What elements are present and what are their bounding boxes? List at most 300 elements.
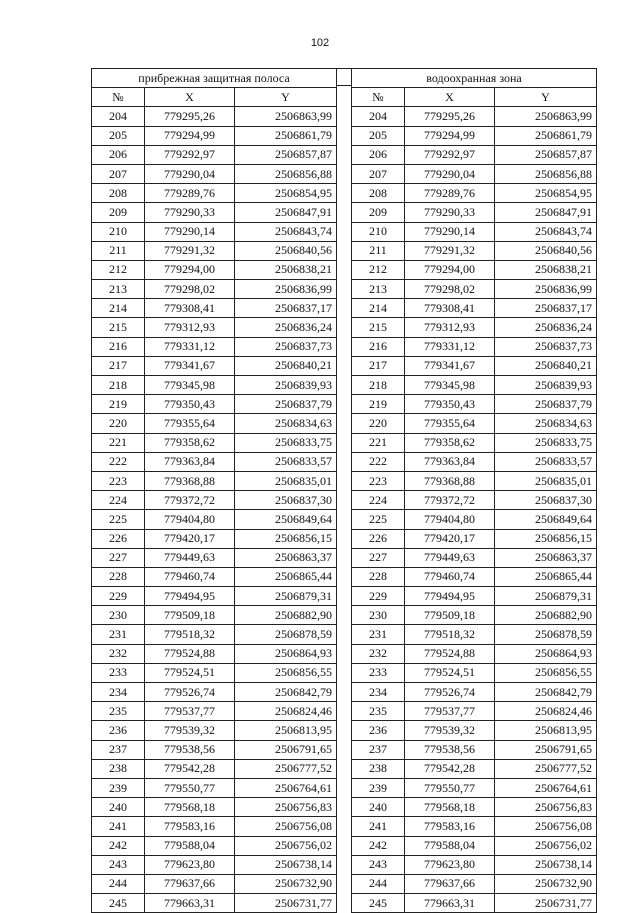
point-number: 233 bbox=[352, 663, 405, 682]
coordinate-x: 779363,84 bbox=[145, 452, 235, 471]
point-number: 223 bbox=[92, 471, 145, 490]
table-row bbox=[92, 471, 337, 490]
coordinate-y: 2506756,08 bbox=[495, 817, 597, 836]
coordinate-y: 2506842,79 bbox=[495, 683, 597, 702]
table-row bbox=[352, 452, 597, 471]
coordinate-x: 779331,12 bbox=[405, 337, 495, 356]
point-number: 242 bbox=[352, 836, 405, 855]
coordinate-y: 2506863,37 bbox=[495, 548, 597, 567]
table-row bbox=[92, 318, 337, 337]
coordinate-x: 779308,41 bbox=[405, 299, 495, 318]
point-number: 240 bbox=[352, 798, 405, 817]
coordinate-y: 2506837,79 bbox=[495, 395, 597, 414]
coordinate-x: 779460,74 bbox=[405, 567, 495, 586]
column-header-y: Y bbox=[495, 88, 597, 107]
coordinate-x: 779358,62 bbox=[405, 433, 495, 452]
coordinate-x: 779368,88 bbox=[405, 471, 495, 490]
coordinate-y: 2506839,93 bbox=[235, 376, 337, 395]
table-row bbox=[352, 644, 597, 663]
coordinate-y: 2506837,73 bbox=[235, 337, 337, 356]
coordinate-x: 779637,66 bbox=[145, 874, 235, 893]
coordinate-x: 779518,32 bbox=[405, 625, 495, 644]
coordinate-y: 2506837,17 bbox=[495, 299, 597, 318]
table-row bbox=[352, 337, 597, 356]
table-row bbox=[92, 778, 337, 797]
table-row bbox=[92, 452, 337, 471]
point-number: 231 bbox=[92, 625, 145, 644]
table-row bbox=[92, 721, 337, 740]
coordinate-y: 2506756,83 bbox=[495, 798, 597, 817]
coordinate-y: 2506839,93 bbox=[495, 376, 597, 395]
table-row bbox=[352, 548, 597, 567]
coordinate-x: 779538,56 bbox=[405, 740, 495, 759]
table-row bbox=[92, 299, 337, 318]
point-number: 205 bbox=[352, 126, 405, 145]
table-row bbox=[92, 683, 337, 702]
point-number: 233 bbox=[92, 663, 145, 682]
coordinate-y: 2506861,79 bbox=[495, 126, 597, 145]
coordinate-x: 779372,72 bbox=[405, 491, 495, 510]
table-row bbox=[92, 567, 337, 586]
coordinate-x: 779583,16 bbox=[405, 817, 495, 836]
table-row bbox=[92, 625, 337, 644]
point-number: 208 bbox=[352, 184, 405, 203]
table-row bbox=[352, 625, 597, 644]
table-row bbox=[352, 318, 597, 337]
table-row bbox=[352, 721, 597, 740]
point-number: 222 bbox=[92, 452, 145, 471]
table-row bbox=[352, 587, 597, 606]
water-protection-zone-table bbox=[351, 68, 597, 913]
coordinate-y: 2506777,52 bbox=[495, 759, 597, 778]
point-number: 236 bbox=[92, 721, 145, 740]
table-row bbox=[352, 376, 597, 395]
coordinate-y: 2506865,44 bbox=[235, 567, 337, 586]
point-number: 243 bbox=[92, 855, 145, 874]
point-number: 231 bbox=[352, 625, 405, 644]
table-row bbox=[92, 491, 337, 510]
coordinate-y: 2506824,46 bbox=[235, 702, 337, 721]
coordinate-x: 779350,43 bbox=[145, 395, 235, 414]
table-row bbox=[352, 874, 597, 893]
coordinate-y: 2506835,01 bbox=[495, 471, 597, 490]
point-number: 220 bbox=[92, 414, 145, 433]
coordinate-x: 779290,04 bbox=[405, 164, 495, 183]
table-row bbox=[352, 491, 597, 510]
coordinate-x: 779509,18 bbox=[405, 606, 495, 625]
table-row bbox=[352, 280, 597, 299]
coordinate-x: 779537,77 bbox=[145, 702, 235, 721]
coordinate-y: 2506837,30 bbox=[235, 491, 337, 510]
table-row bbox=[352, 606, 597, 625]
column-header-y: Y bbox=[235, 88, 337, 107]
coordinate-y: 2506731,77 bbox=[235, 894, 337, 913]
coordinate-y: 2506847,91 bbox=[495, 203, 597, 222]
table-row bbox=[92, 337, 337, 356]
coordinate-y: 2506836,24 bbox=[235, 318, 337, 337]
coordinate-y: 2506833,57 bbox=[235, 452, 337, 471]
coordinate-x: 779331,12 bbox=[145, 337, 235, 356]
table-row bbox=[92, 798, 337, 817]
table-row bbox=[352, 529, 597, 548]
point-number: 214 bbox=[92, 299, 145, 318]
coordinate-y: 2506836,24 bbox=[495, 318, 597, 337]
coordinate-y: 2506882,90 bbox=[235, 606, 337, 625]
coordinate-y: 2506843,74 bbox=[495, 222, 597, 241]
table-row bbox=[92, 702, 337, 721]
point-number: 238 bbox=[92, 759, 145, 778]
point-number: 222 bbox=[352, 452, 405, 471]
coordinate-x: 779290,14 bbox=[145, 222, 235, 241]
point-number: 239 bbox=[92, 778, 145, 797]
coordinate-x: 779588,04 bbox=[405, 836, 495, 855]
point-number: 218 bbox=[352, 376, 405, 395]
table-row bbox=[352, 567, 597, 586]
coordinate-x: 779350,43 bbox=[405, 395, 495, 414]
coordinate-x: 779509,18 bbox=[145, 606, 235, 625]
table-body bbox=[92, 107, 337, 913]
coordinate-x: 779341,67 bbox=[145, 356, 235, 375]
coordinate-x: 779542,28 bbox=[405, 759, 495, 778]
coordinate-y: 2506837,17 bbox=[235, 299, 337, 318]
point-number: 235 bbox=[92, 702, 145, 721]
coordinate-x: 779294,00 bbox=[145, 260, 235, 279]
coordinate-y: 2506764,61 bbox=[495, 778, 597, 797]
coordinate-x: 779345,98 bbox=[405, 376, 495, 395]
point-number: 245 bbox=[92, 894, 145, 913]
coordinate-x: 779494,95 bbox=[145, 587, 235, 606]
coordinate-x: 779298,02 bbox=[405, 280, 495, 299]
coordinate-x: 779623,80 bbox=[405, 855, 495, 874]
coordinate-y: 2506756,83 bbox=[235, 798, 337, 817]
coordinate-y: 2506843,74 bbox=[235, 222, 337, 241]
table-row bbox=[352, 184, 597, 203]
point-number: 221 bbox=[92, 433, 145, 452]
table-row bbox=[92, 376, 337, 395]
coordinate-y: 2506879,31 bbox=[495, 587, 597, 606]
point-number: 228 bbox=[92, 567, 145, 586]
point-number: 207 bbox=[352, 164, 405, 183]
table-row bbox=[352, 894, 597, 913]
table-row bbox=[92, 510, 337, 529]
column-header-number: № bbox=[92, 88, 145, 107]
point-number: 217 bbox=[352, 356, 405, 375]
coordinate-x: 779539,32 bbox=[145, 721, 235, 740]
point-number: 217 bbox=[92, 356, 145, 375]
point-number: 204 bbox=[92, 107, 145, 126]
coordinate-x: 779539,32 bbox=[405, 721, 495, 740]
table-row bbox=[352, 241, 597, 260]
coordinate-y: 2506738,14 bbox=[495, 855, 597, 874]
point-number: 219 bbox=[92, 395, 145, 414]
coordinate-x: 779460,74 bbox=[145, 567, 235, 586]
table-row bbox=[92, 817, 337, 836]
table-row bbox=[92, 529, 337, 548]
coordinate-x: 779524,51 bbox=[145, 663, 235, 682]
point-number: 226 bbox=[92, 529, 145, 548]
table-row bbox=[92, 414, 337, 433]
point-number: 234 bbox=[352, 683, 405, 702]
table-row bbox=[352, 299, 597, 318]
coordinate-y: 2506837,30 bbox=[495, 491, 597, 510]
coordinate-x: 779550,77 bbox=[405, 778, 495, 797]
coordinate-x: 779290,33 bbox=[405, 203, 495, 222]
point-number: 220 bbox=[352, 414, 405, 433]
table-row bbox=[352, 702, 597, 721]
table-row bbox=[92, 894, 337, 913]
coordinate-x: 779663,31 bbox=[145, 894, 235, 913]
table-row bbox=[92, 107, 337, 126]
coordinate-y: 2506863,37 bbox=[235, 548, 337, 567]
table-row bbox=[92, 280, 337, 299]
table-row bbox=[352, 126, 597, 145]
table-row bbox=[352, 164, 597, 183]
column-header-x: X bbox=[405, 88, 495, 107]
table-row bbox=[352, 145, 597, 164]
coordinate-y: 2506838,21 bbox=[495, 260, 597, 279]
point-number: 206 bbox=[92, 145, 145, 164]
table-row bbox=[352, 107, 597, 126]
point-number: 228 bbox=[352, 567, 405, 586]
coordinate-y: 2506849,64 bbox=[495, 510, 597, 529]
point-number: 229 bbox=[92, 587, 145, 606]
coordinate-x: 779524,88 bbox=[405, 644, 495, 663]
point-number: 219 bbox=[352, 395, 405, 414]
table-row bbox=[352, 395, 597, 414]
coordinate-y: 2506854,95 bbox=[495, 184, 597, 203]
table-row bbox=[352, 683, 597, 702]
coordinate-x: 779290,04 bbox=[145, 164, 235, 183]
coordinate-y: 2506835,01 bbox=[235, 471, 337, 490]
coordinate-y: 2506864,93 bbox=[495, 644, 597, 663]
table-row bbox=[352, 510, 597, 529]
table-row bbox=[92, 855, 337, 874]
coordinate-x: 779420,17 bbox=[405, 529, 495, 548]
coordinate-y: 2506764,61 bbox=[235, 778, 337, 797]
coordinate-y: 2506861,79 bbox=[235, 126, 337, 145]
point-number: 242 bbox=[92, 836, 145, 855]
table-row bbox=[92, 222, 337, 241]
table-row bbox=[352, 471, 597, 490]
point-number: 230 bbox=[92, 606, 145, 625]
coordinate-x: 779308,41 bbox=[145, 299, 235, 318]
point-number: 224 bbox=[352, 491, 405, 510]
coastal-protective-strip-table bbox=[91, 68, 337, 913]
coordinate-x: 779289,76 bbox=[145, 184, 235, 203]
coordinate-y: 2506840,56 bbox=[235, 241, 337, 260]
coordinate-y: 2506813,95 bbox=[495, 721, 597, 740]
coordinate-x: 779372,72 bbox=[145, 491, 235, 510]
table-row bbox=[92, 644, 337, 663]
coordinate-x: 779518,32 bbox=[145, 625, 235, 644]
coordinate-x: 779588,04 bbox=[145, 836, 235, 855]
coordinate-y: 2506882,90 bbox=[495, 606, 597, 625]
point-number: 244 bbox=[352, 874, 405, 893]
table-row bbox=[352, 798, 597, 817]
coordinate-x: 779312,93 bbox=[405, 318, 495, 337]
point-number: 216 bbox=[352, 337, 405, 356]
coordinate-x: 779663,31 bbox=[405, 894, 495, 913]
table-row bbox=[352, 855, 597, 874]
coordinate-y: 2506731,77 bbox=[495, 894, 597, 913]
point-number: 209 bbox=[92, 203, 145, 222]
coordinate-x: 779312,93 bbox=[145, 318, 235, 337]
table-row bbox=[92, 203, 337, 222]
coordinate-y: 2506837,73 bbox=[495, 337, 597, 356]
coordinate-y: 2506856,55 bbox=[235, 663, 337, 682]
table-row bbox=[352, 740, 597, 759]
coordinate-x: 779449,63 bbox=[145, 548, 235, 567]
point-number: 237 bbox=[92, 740, 145, 759]
coordinate-x: 779524,51 bbox=[405, 663, 495, 682]
point-number: 238 bbox=[352, 759, 405, 778]
coordinate-x: 779526,74 bbox=[145, 683, 235, 702]
point-number: 234 bbox=[92, 683, 145, 702]
point-number: 225 bbox=[92, 510, 145, 529]
coordinate-y: 2506856,55 bbox=[495, 663, 597, 682]
point-number: 241 bbox=[92, 817, 145, 836]
point-number: 225 bbox=[352, 510, 405, 529]
coordinate-y: 2506854,95 bbox=[235, 184, 337, 203]
point-number: 223 bbox=[352, 471, 405, 490]
table-row bbox=[92, 164, 337, 183]
coordinate-y: 2506738,14 bbox=[235, 855, 337, 874]
coordinate-x: 779404,80 bbox=[405, 510, 495, 529]
coordinate-x: 779368,88 bbox=[145, 471, 235, 490]
coordinate-y: 2506878,59 bbox=[495, 625, 597, 644]
coordinate-x: 779404,80 bbox=[145, 510, 235, 529]
coordinate-x: 779294,00 bbox=[405, 260, 495, 279]
coordinate-x: 779295,26 bbox=[405, 107, 495, 126]
coordinate-x: 779291,32 bbox=[145, 241, 235, 260]
table-separator bbox=[336, 68, 351, 86]
point-number: 215 bbox=[92, 318, 145, 337]
table-row bbox=[92, 548, 337, 567]
point-number: 229 bbox=[352, 587, 405, 606]
coordinate-y: 2506863,99 bbox=[495, 107, 597, 126]
coordinate-x: 779494,95 bbox=[405, 587, 495, 606]
coordinate-y: 2506836,99 bbox=[495, 280, 597, 299]
coordinate-y: 2506756,02 bbox=[235, 836, 337, 855]
coordinate-y: 2506833,57 bbox=[495, 452, 597, 471]
table-row bbox=[92, 126, 337, 145]
point-number: 240 bbox=[92, 798, 145, 817]
table-row bbox=[92, 241, 337, 260]
coordinate-y: 2506879,31 bbox=[235, 587, 337, 606]
point-number: 204 bbox=[352, 107, 405, 126]
point-number: 209 bbox=[352, 203, 405, 222]
coordinate-y: 2506856,88 bbox=[495, 164, 597, 183]
column-header-x: X bbox=[145, 88, 235, 107]
table-row bbox=[92, 606, 337, 625]
table-row bbox=[352, 433, 597, 452]
coordinate-y: 2506732,90 bbox=[495, 874, 597, 893]
coordinate-x: 779449,63 bbox=[405, 548, 495, 567]
table-row bbox=[92, 759, 337, 778]
coordinate-y: 2506840,21 bbox=[495, 356, 597, 375]
coordinate-y: 2506777,52 bbox=[235, 759, 337, 778]
coordinate-x: 779292,97 bbox=[405, 145, 495, 164]
coordinate-x: 779524,88 bbox=[145, 644, 235, 663]
coordinate-y: 2506878,59 bbox=[235, 625, 337, 644]
coordinate-x: 779526,74 bbox=[405, 683, 495, 702]
coordinate-y: 2506865,44 bbox=[495, 567, 597, 586]
coordinate-x: 779292,97 bbox=[145, 145, 235, 164]
point-number: 213 bbox=[92, 280, 145, 299]
point-number: 227 bbox=[92, 548, 145, 567]
point-number: 224 bbox=[92, 491, 145, 510]
table-row bbox=[92, 145, 337, 164]
table-row bbox=[352, 663, 597, 682]
point-number: 237 bbox=[352, 740, 405, 759]
point-number: 239 bbox=[352, 778, 405, 797]
point-number: 235 bbox=[352, 702, 405, 721]
coordinate-x: 779568,18 bbox=[145, 798, 235, 817]
coordinate-y: 2506864,93 bbox=[235, 644, 337, 663]
table-row bbox=[352, 759, 597, 778]
point-number: 212 bbox=[92, 260, 145, 279]
coordinate-y: 2506837,79 bbox=[235, 395, 337, 414]
point-number: 214 bbox=[352, 299, 405, 318]
table-caption: водоохранная зона bbox=[352, 69, 597, 88]
table-row bbox=[92, 433, 337, 452]
coordinate-y: 2506813,95 bbox=[235, 721, 337, 740]
coordinate-x: 779289,76 bbox=[405, 184, 495, 203]
table-row bbox=[352, 356, 597, 375]
coordinate-y: 2506863,99 bbox=[235, 107, 337, 126]
point-number: 210 bbox=[352, 222, 405, 241]
table-row bbox=[92, 356, 337, 375]
coordinate-x: 779568,18 bbox=[405, 798, 495, 817]
point-number: 221 bbox=[352, 433, 405, 452]
page-number: 102 bbox=[310, 37, 330, 49]
column-header-number: № bbox=[352, 88, 405, 107]
point-number: 230 bbox=[352, 606, 405, 625]
point-number: 232 bbox=[352, 644, 405, 663]
coordinate-x: 779355,64 bbox=[145, 414, 235, 433]
coordinate-x: 779294,99 bbox=[405, 126, 495, 145]
coordinate-y: 2506857,87 bbox=[235, 145, 337, 164]
point-number: 208 bbox=[92, 184, 145, 203]
point-number: 227 bbox=[352, 548, 405, 567]
coordinate-y: 2506840,21 bbox=[235, 356, 337, 375]
table-body bbox=[352, 107, 597, 913]
coordinate-y: 2506756,08 bbox=[235, 817, 337, 836]
table-row bbox=[92, 184, 337, 203]
coordinate-x: 779637,66 bbox=[405, 874, 495, 893]
coordinate-x: 779623,80 bbox=[145, 855, 235, 874]
point-number: 216 bbox=[92, 337, 145, 356]
table-row bbox=[92, 874, 337, 893]
coordinate-x: 779294,99 bbox=[145, 126, 235, 145]
coordinate-y: 2506834,63 bbox=[235, 414, 337, 433]
coordinate-x: 779345,98 bbox=[145, 376, 235, 395]
table-row bbox=[352, 414, 597, 433]
coordinate-x: 779537,77 bbox=[405, 702, 495, 721]
point-number: 206 bbox=[352, 145, 405, 164]
table-row bbox=[92, 836, 337, 855]
coordinate-x: 779542,28 bbox=[145, 759, 235, 778]
coordinate-y: 2506756,02 bbox=[495, 836, 597, 855]
coordinate-y: 2506856,15 bbox=[495, 529, 597, 548]
table-row bbox=[92, 395, 337, 414]
table-row bbox=[352, 222, 597, 241]
coordinate-x: 779355,64 bbox=[405, 414, 495, 433]
point-number: 213 bbox=[352, 280, 405, 299]
table-row bbox=[352, 260, 597, 279]
coordinate-y: 2506856,88 bbox=[235, 164, 337, 183]
point-number: 218 bbox=[92, 376, 145, 395]
